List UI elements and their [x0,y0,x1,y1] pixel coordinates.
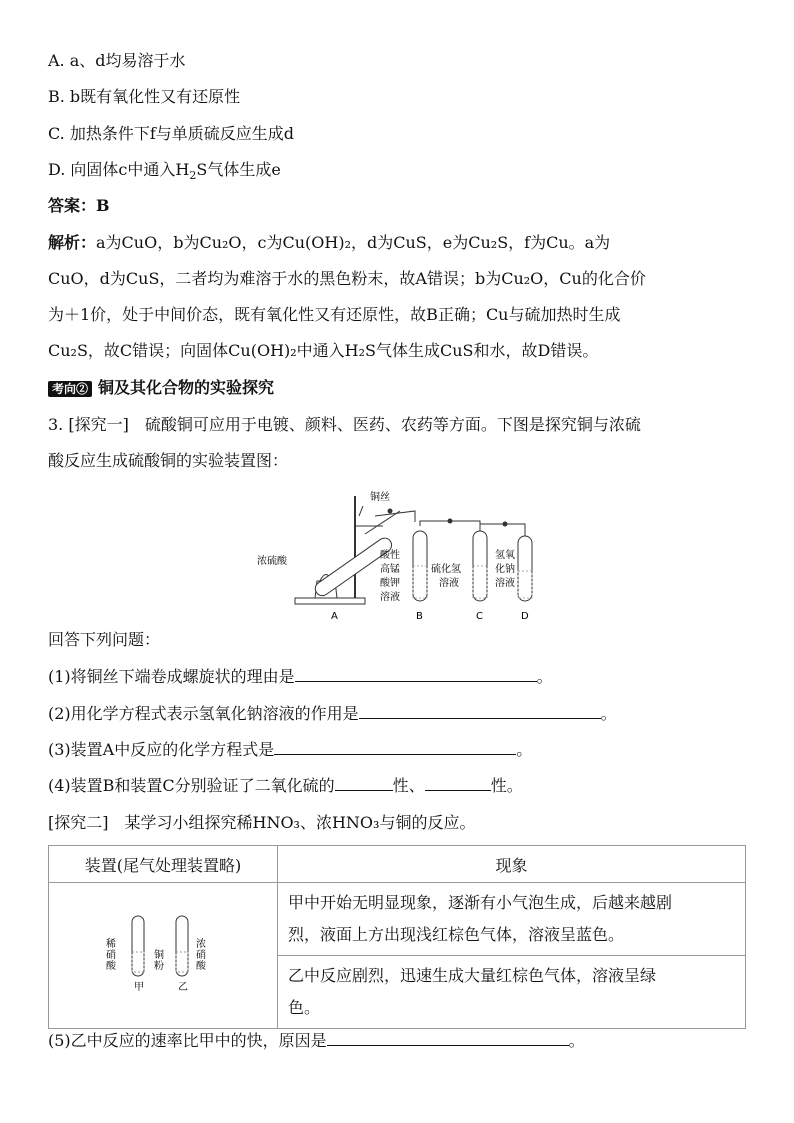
explore-2: [探究二] 某学习小组探究稀HNO₃、浓HNO₃与铜的反应。 [48,813,476,832]
analysis-line-2: CuO，d为CuS，二者均为难溶于水的黑色粉末，故A错误；b为Cu₂O，Cu的化合价 [48,269,646,288]
label-b-1: 酸性 [380,550,400,561]
svg-text:铜: 铜 [154,949,164,961]
questions-intro: 回答下列问题： [48,630,161,649]
svg-text:乙: 乙 [178,981,188,993]
svg-text:硝: 硝 [106,949,116,961]
question-3: (3)装置A中反应的化学方程式是 。 [48,740,533,759]
svg-text:稀: 稀 [106,938,116,950]
svg-text:硝: 硝 [196,949,206,961]
nitric-acid-figure [98,914,228,994]
svg-text:粉: 粉 [154,960,164,972]
svg-text:浓: 浓 [196,938,206,950]
label-d-2: 化钠 [495,564,515,575]
analysis-line-1: 解析：a为CuO，b为Cu₂O，c为Cu(OH)₂，d为CuS，e为Cu₂S，f为Cu。a为 [48,233,611,252]
label-b-2: 高锰 [380,564,400,575]
table-header-phenomenon: 现象 [278,846,746,883]
analysis-line-3: 为＋1价，处于中间价态，既有氧化性又有还原性，故B正确；Cu与硫加热时生成 [48,305,621,324]
experiment-table [48,845,746,1029]
option-a: A. a、d均易溶于水 [48,51,186,70]
option-d: D. 向固体c中通入$H_2S$气体生成e [48,160,281,183]
label-c-1: 硫化氢 [431,564,461,575]
question-4: (4)装置B和装置C分别验证了二氧化硫的 性、 性。 [48,776,523,795]
option-c: C. 加热条件下f与单质硫反应生成d [48,124,295,143]
label-c-2: 溶液 [439,578,459,589]
label-copper-wire: 铜丝 [370,492,390,503]
analysis-line-4: Cu₂S，故C错误；向固体Cu(OH)₂中通入H₂S气体生成CuS和水，故D错误。 [48,341,599,360]
option-b: B. b既有氧化性又有还原性 [48,87,241,106]
table-header-setup: 装置(尾气处理装置略) [49,846,278,883]
label-d-1: 氢氧 [495,550,515,561]
label-conc-acid: 浓硫酸 [257,556,287,567]
section-heading: 考向② 铜及其化合物的实验探究 [48,378,274,398]
answer: 答案：B [48,196,110,215]
q3-line-1: 3. [探究一] 硫酸铜可应用于电镀、颜料、医药、农药等方面。下图是探究铜与浓硫 [48,415,641,434]
letter-d: D [521,611,529,622]
setup-figure-cell [49,883,278,1029]
q3-line-2: 酸反应生成硫酸铜的实验装置图： [48,451,289,470]
svg-text:甲: 甲 [134,981,144,993]
question-2: (2)用化学方程式表示氢氧化钠溶液的作用是 。 [48,704,617,723]
letter-b: B [416,611,423,622]
question-5: (5)乙中反应的速率比甲中的快，原因是 。 [48,1031,585,1050]
letter-a: A [331,611,338,622]
label-b-3: 酸钾 [380,578,400,589]
section-badge: 考向② [48,381,92,397]
svg-text:酸: 酸 [106,960,116,972]
question-1: (1)将铜丝下端卷成螺旋状的理由是 。 [48,667,553,686]
label-d-3: 溶液 [495,578,515,589]
label-b-4: 溶液 [380,592,400,603]
svg-text:酸: 酸 [196,960,206,972]
letter-c: C [476,611,483,622]
apparatus-figure [255,486,555,622]
phenomenon-yi: 乙中反应剧烈，迅速生成大量红棕色气体，溶液呈绿 色。 [278,956,746,1029]
phenomenon-jia: 甲中开始无明显现象，逐渐有小气泡生成，后越来越剧 烈，液面上方出现浅红棕色气体，溶液呈蓝色。 [278,883,746,956]
